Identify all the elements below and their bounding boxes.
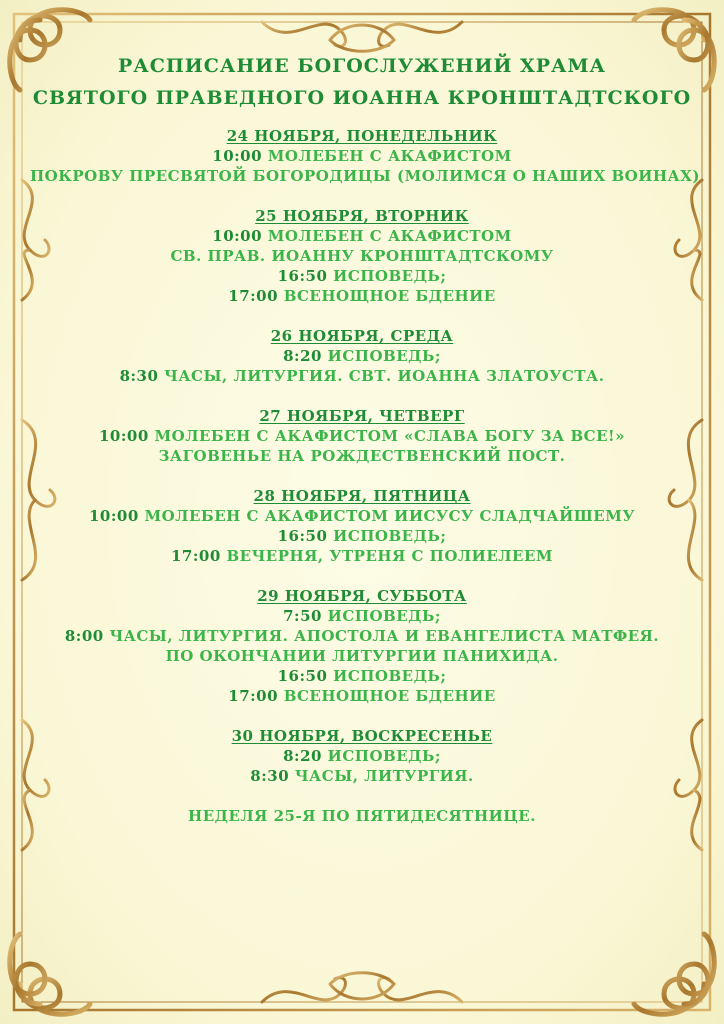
day-heading: 24 НОЯБРЯ, ПОНЕДЕЛЬНИК [226,127,498,145]
service-line [30,526,694,546]
page-title [30,50,694,114]
service-time: 8:30 [119,367,159,385]
service-time: 10:00 [99,427,149,445]
day-section [30,726,694,786]
service-line [30,626,694,646]
service-text: ВЕЧЕРНЯ, УТРЕНЯ С ПОЛИЕЛЕЕМ [220,547,554,565]
day-heading: 25 НОЯБРЯ, ВТОРНИК [255,207,469,225]
title-line-1: РАСПИСАНИЕ БОГОСЛУЖЕНИЙ ХРАМА [117,55,607,77]
service-line [30,546,694,566]
service-time: 16:50 [277,667,328,685]
service-line [30,686,694,706]
service-time: 10:00 [88,507,139,525]
service-text: ИСПОВЕДЬ; [321,347,441,365]
service-time: 7:50 [283,607,322,625]
service-text: ВСЕНОЩНОЕ БДЕНИЕ [278,287,496,305]
service-text: МОЛЕБЕН С АКАФИСТОМ «СЛАВА БОГУ ЗА ВСЕ!» [148,427,625,445]
service-line [30,426,694,446]
day-section [30,586,694,706]
service-time: 17:00 [228,287,279,305]
day-heading: 27 НОЯБРЯ, ЧЕТВЕРГ [259,407,465,425]
service-text: ЗАГОВЕНЬЕ НА РОЖДЕСТВЕНСКИЙ ПОСТ. [158,447,566,465]
service-text: ПО ОКОНЧАНИИ ЛИТУРГИИ ПАНИХИДА. [165,647,559,665]
service-text: МОЛЕБЕН С АКАФИСТОМ [262,227,512,245]
service-time: 17:00 [228,687,279,705]
service-line [30,646,694,666]
service-time: 8:20 [283,747,322,765]
days-list [30,126,701,786]
service-text: ВСЕНОЩНОЕ БДЕНИЕ [278,687,496,705]
service-time: 10:00 [212,227,263,245]
service-line [30,746,694,766]
service-line [30,146,694,166]
day-section [30,486,694,566]
service-time: 8:20 [283,347,322,365]
service-line [30,366,694,386]
service-text: МОЛЕБЕН С АКАФИСТОМ [262,147,512,165]
service-time: 16:50 [277,267,328,285]
service-text: ИСПОВЕДЬ; [321,607,441,625]
service-line [30,346,694,366]
service-time: 17:00 [170,547,221,565]
service-time: 16:50 [277,527,328,545]
service-line [30,666,694,686]
service-text: ПОКРОВУ ПРЕСВЯТОЙ БОГОРОДИЦЫ (МОЛИМСЯ О НАШИХ ВОИНАХ) [30,167,701,185]
service-line [30,606,694,626]
service-time: 8:30 [250,767,290,785]
service-time: 8:00 [64,627,104,645]
title-line-2: СВЯТОГО ПРАВЕДНОГО ИОАННА КРОНШТАДТСКОГО [32,87,692,109]
service-text: ЧАСЫ, ЛИТУРГИЯ. СВТ. ИОАННА ЗЛАТОУСТА. [158,367,605,385]
service-text: ЧАСЫ, ЛИТУРГИЯ. [289,767,474,785]
service-line [30,766,694,786]
day-section [30,126,701,186]
service-text: ИСПОВЕДЬ; [327,527,447,545]
day-section [30,406,694,466]
day-heading: 28 НОЯБРЯ, ПЯТНИЦА [253,487,471,505]
service-text: ИСПОВЕДЬ; [327,267,447,285]
service-line [30,446,694,466]
service-text: ИСПОВЕДЬ; [327,667,447,685]
day-section [30,326,694,386]
footer-note: НЕДЕЛЯ 25-Я ПО ПЯТИДЕСЯТНИЦЕ. [188,807,536,825]
day-section [30,206,694,306]
day-heading: 29 НОЯБРЯ, СУББОТА [257,587,467,605]
service-line [30,266,694,286]
service-text: ИСПОВЕДЬ; [321,747,441,765]
service-text: СВ. ПРАВ. ИОАННУ КРОНШТАДТСКОМУ [170,247,554,265]
service-time: 10:00 [212,147,263,165]
service-text: МОЛЕБЕН С АКАФИСТОМ ИИСУСУ СЛАДЧАЙШЕМУ [138,507,636,525]
service-line [30,506,694,526]
service-line [30,166,701,186]
service-text: ЧАСЫ, ЛИТУРГИЯ. АПОСТОЛА И ЕВАНГЕЛИСТА МАТФЕЯ. [103,627,660,645]
service-line [30,246,694,266]
day-heading: 30 НОЯБРЯ, ВОСКРЕСЕНЬЕ [231,727,493,745]
schedule-content [30,50,701,826]
service-line [30,286,694,306]
day-heading: 26 НОЯБРЯ, СРЕДА [270,327,454,345]
service-line [30,226,694,246]
